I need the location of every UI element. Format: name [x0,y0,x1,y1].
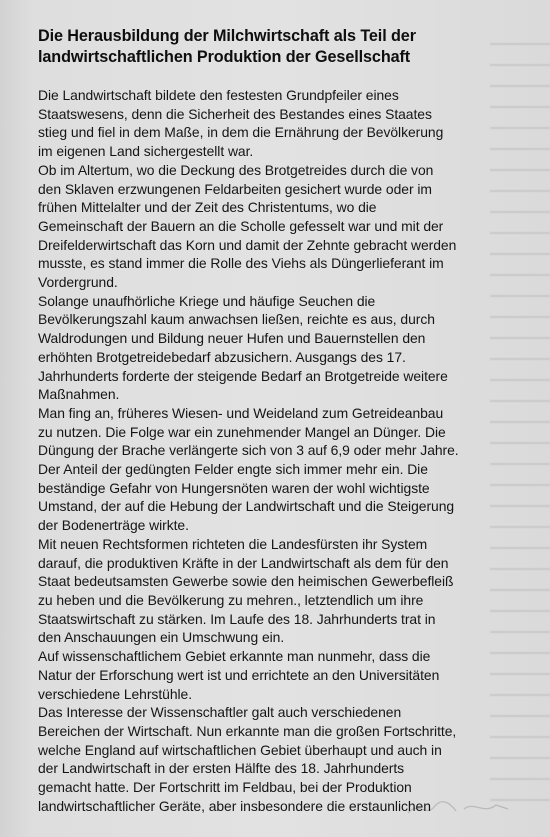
text-line: Staat bedeutsamsten Gewerbe sowie den heimischen Gewerbefleiß [38,573,454,590]
text-line: Gemeinschaft der Bauern an die Scholle gefesselt war und mit der [38,217,444,234]
text-line: Auf wissenschaftlichem Gebiet erkannte man nunmehr, dass die [38,648,431,665]
text-line: Staatswesens, denn die Sicherheit des Bestandes eines Staates [38,105,432,122]
text-line: zu heben und die Bevölkerung zu mehren., letztendlich um ihre [38,591,424,608]
text-line: Bereichen der Wirtschaft. Nun erkannte man die großen Fortschritte, [38,722,457,739]
text-line: Die Landwirtschaft bildete den festesten Grundpfeiler eines [38,87,399,103]
text-line: im eigenen Land sichergestellt war. [38,143,254,160]
text-line: darauf, die produktiven Kräfte in der Landwirtschaft als dem für den [38,554,449,571]
text-line: den Sklaven erzwungenen Feldarbeiten gesichert wurde oder im [38,180,432,197]
text-line: Natur der Erforschung wert ist und errichtete an den Universitäten [38,666,440,683]
text-line: Düngung der Brache verlängerte sich von 3 auf 6,9 oder mehr Jahre. [38,442,459,459]
text-line: verschiedene Lehrstühle. [38,685,193,702]
text-line: Waldrodungen und Bildung neuer Hufen und Bauernstellen den [38,330,426,347]
text-line: Der Anteil der gedüngten Felder engte sich immer mehr ein. Die [38,461,428,478]
text-line: Das Interesse der Wissenschaftler galt auch verschiedenen [38,704,402,721]
text-line: beständige Gefahr von Hungersnöten waren der wohl wichtigste [38,479,430,496]
text-line: gemacht hatte. Der Fortschritt im Feldbau, bei der Produktion [38,779,412,796]
text-line: Solange unaufhörliche Kriege und häufige Seuchen die [38,292,376,309]
text-line: der Bodenerträge wirkte. [38,517,189,534]
text-line: Bevölkerungszahl kaum anwachsen ließen, reichte es aus, durch [38,311,435,328]
text-line: welche England auf wirtschaftlichen Gebiet überhaupt und auch in [38,741,442,758]
text-line: Ob im Altertum, wo die Deckung des Brotgetreides durch die von [38,161,434,178]
text-line: landwirtschaftlicher Geräte, aber insbesondere die erstaunlichen [38,797,431,814]
text-line: Dreifelderwirtschaft das Korn und damit der Zehnte gebracht werden [38,236,457,253]
text-line: Maßnahmen. [38,386,120,403]
text-line: Staatswirtschaft zu stärken. Im Laufe des 18. Jahrhunderts trat in [38,610,436,627]
text-line: den Anschauungen ein Umschwung ein. [38,629,285,646]
text-line: Jahrhunderts forderte der steigende Bedarf an Brotgetreide weitere [38,367,448,384]
article-body [38,86,518,815]
title-line: Die Herausbildung der Milchwirtschaft als Teil der [38,27,416,45]
title-line: landwirtschaftlichen Produktion der Gesellschaft [38,48,411,66]
text-line: zu nutzen. Die Folge war ein zunehmender Mangel an Dünger. Die [38,423,446,440]
text-line: der Landwirtschaft in der ersten Hälfte des 18. Jahrhunderts [38,760,405,777]
text-line: Vordergrund. [38,274,118,291]
text-line: erhöhten Brotgetreidebedarf abzusichern. Ausgangs des 17. [38,348,406,365]
article-title [38,26,518,68]
text-line: stieg und fiel in dem Maße, in dem die Ernährung der Bevölkerung [38,124,444,141]
article [38,26,518,815]
text-line: Mit neuen Rechtsformen richteten die Landesfürsten ihr System [38,535,428,552]
text-line: musste, es stand immer die Rolle des Viehs als Düngerlieferant im [38,255,444,272]
text-line: Umstand, der auf die Hebung der Landwirtschaft und die Steigerung [38,498,455,515]
text-line: frühen Mittelalter und der Zeit des Christentums, wo die [38,199,377,216]
text-line: Man fing an, früheres Wiesen- und Weideland zum Getreideanbau [38,404,444,421]
